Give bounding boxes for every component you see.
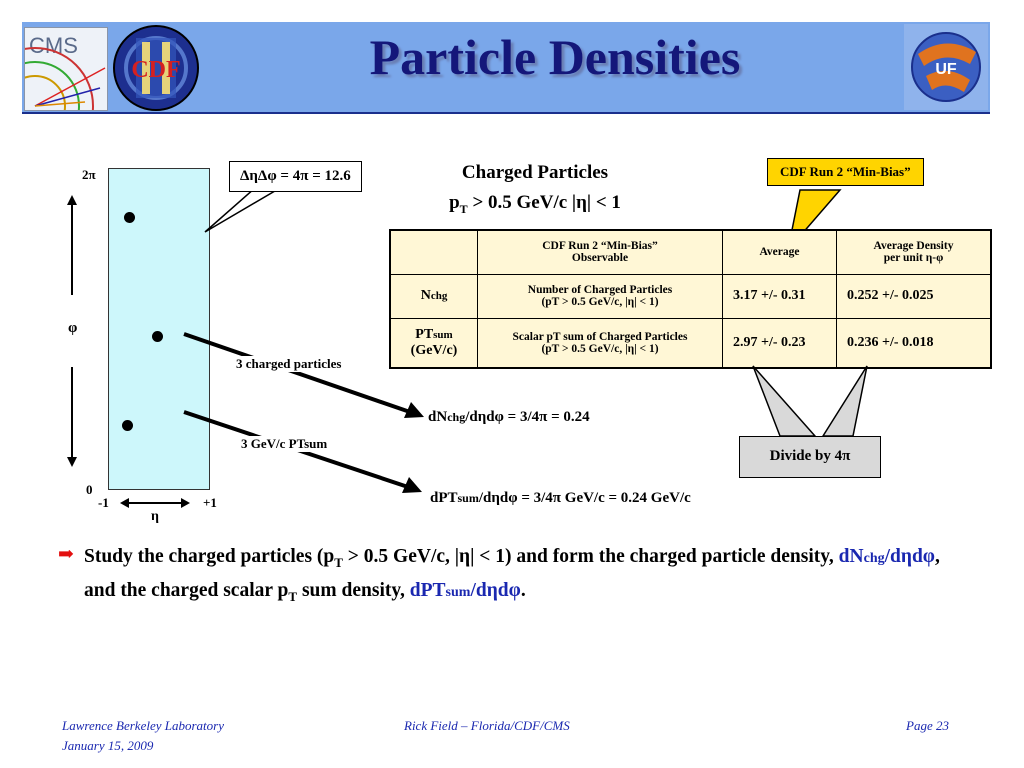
- particle-dot: [124, 212, 135, 223]
- cms-logo: [24, 27, 108, 111]
- footer-date: January 15, 2009: [62, 738, 154, 753]
- heading-line-2: $p_T > 0.5$ GeV/c |η| < 1: [449, 192, 621, 216]
- charged-particles-label: 3 charged particles: [236, 356, 342, 371]
- footer-lab: Lawrence Berkeley Laboratory: [62, 718, 224, 733]
- uf-logo: [904, 24, 988, 110]
- bullet-arrow-icon: ➡: [58, 544, 74, 565]
- row-description: Scalar pT sum of Charged Particles (pT > 0.5 GeV/c, |η| < 1): [478, 318, 723, 368]
- phi-bottom-label: 0: [86, 482, 93, 497]
- charged-particles-heading: [400, 158, 670, 224]
- minbias-table: [389, 229, 992, 369]
- row-average: 2.97 +/- 0.23: [723, 318, 837, 368]
- cdf-logo-text: CDF: [131, 57, 181, 83]
- table-header-average: Average: [723, 230, 837, 274]
- footer-author: Rick Field – Florida/CDF/CMS: [404, 718, 570, 733]
- cms-event-graphic: [25, 28, 107, 110]
- uf-logo-text: UF: [935, 61, 957, 78]
- divide-callout: Divide by 4π: [739, 436, 881, 478]
- minbias-callout: CDF Run 2 “Min-Bias”: [767, 158, 924, 186]
- phi-axis-arrows: [60, 195, 84, 467]
- table-header-observable: CDF Run 2 “Min-Bias” Observable: [478, 230, 723, 274]
- divide-callout-pointer: [735, 362, 885, 444]
- ptsum-label: 3 GeV/c PTsum: [241, 436, 328, 451]
- particle-dot: [152, 331, 163, 342]
- bullet-text: Study the charged particles ($p_T > 0.5$ GeV/c, |η| < 1) and form the charged particle density, dNchg/dηdφ, and the charged scalar $p_T$ sum density, dPTsum/dηdφ.: [84, 546, 940, 604]
- row-description: Number of Charged Particles (pT > 0.5 GeV/c, |η| < 1): [478, 274, 723, 318]
- eta-right-label: +1: [203, 495, 217, 510]
- dpt-formula: dPTsum/dηdφ = 3/4π GeV/c = 0.24 GeV/c: [430, 490, 691, 506]
- row-name: PTsum (GeV/c): [390, 318, 478, 368]
- particle-dot: [122, 420, 133, 431]
- cdf-logo: [112, 24, 200, 112]
- table-header-row: [390, 230, 991, 274]
- phi-top-label: 2π: [82, 167, 96, 182]
- cms-logo-text: CMS: [29, 33, 78, 58]
- page-title: Particle Densities: [369, 29, 741, 85]
- footer-page-number: Page 23: [906, 718, 949, 733]
- area-callout: ΔηΔφ = 4π = 12.6: [229, 161, 362, 192]
- row-density: 0.252 +/- 0.025: [837, 274, 992, 318]
- row-name: Nchg: [390, 274, 478, 318]
- eta-axis-label: η: [151, 509, 159, 524]
- eta-left-label: -1: [98, 495, 109, 510]
- row-average: 3.17 +/- 0.31: [723, 274, 837, 318]
- heading-line-1: Charged Particles: [461, 162, 609, 183]
- table-row: [390, 318, 991, 368]
- table-row: [390, 274, 991, 318]
- row-density: 0.236 +/- 0.018: [837, 318, 992, 368]
- table-header-blank: [390, 230, 478, 274]
- phi-axis-label: φ: [68, 320, 78, 336]
- dn-formula: dNchg/dηdφ = 3/4π = 0.24: [428, 409, 590, 425]
- table-header-density: Average Density per unit η-φ: [837, 230, 992, 274]
